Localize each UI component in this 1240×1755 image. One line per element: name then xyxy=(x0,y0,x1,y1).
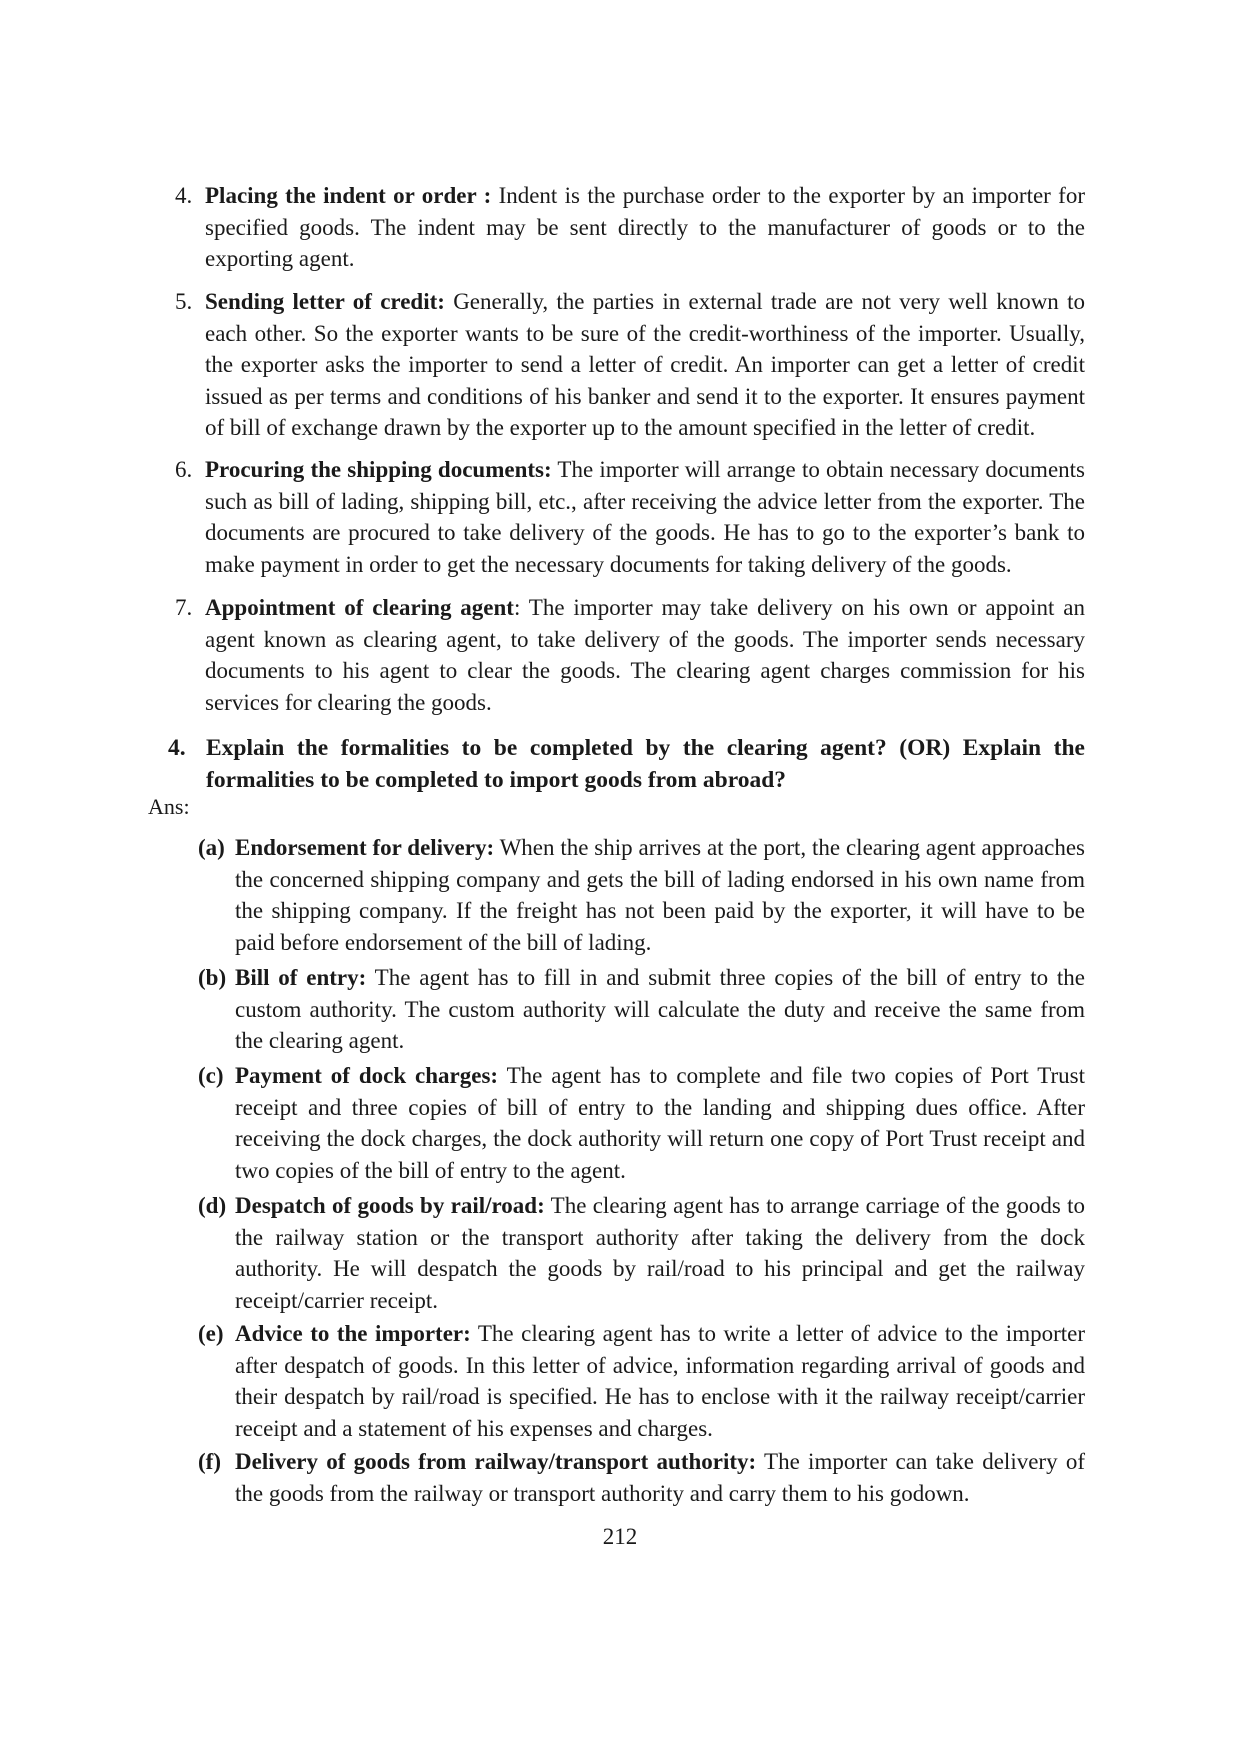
answer-text: The agent has to complete and file two copies of Port Trust receipt and three copies of bill of entry to the landing and shipping dues office. After receiving the dock charges, the dock authority will return one copy of Port Trust receipt and two copies of the bill of entry to the agent. xyxy=(235,1063,1085,1183)
answer-title: Delivery of goods from railway/transport authority: xyxy=(235,1449,757,1474)
answer-item xyxy=(198,1190,1085,1316)
answer-item xyxy=(198,1318,1085,1444)
answer-label: Ans: xyxy=(148,794,190,819)
list-item xyxy=(175,592,1085,718)
item-number: 7. xyxy=(175,595,193,620)
answer-text: When the ship arrives at the port, the clearing agent approaches the concerned shipping company and gets the bill of lading endorsed in his own name from the shipping company. If the freight has not been paid by the exporter, it will have to be paid before endorsement of the bill of lading. xyxy=(235,835,1085,955)
answer-letter: (b) xyxy=(198,965,227,990)
item-text: Indent is the purchase order to the exporter by an importer for specified goods. The indent may be sent directly to the manufacturer of goods or to the exporting agent. xyxy=(205,183,1085,271)
page-number: 212 xyxy=(602,1524,638,1549)
question xyxy=(168,733,1085,796)
question-text: Explain the formalities to be completed by the clearing agent? (OR) Explain the formalities to be completed to import goods from abroad? xyxy=(206,735,1085,793)
answer-title: Payment of dock charges: xyxy=(235,1063,499,1088)
answer-item xyxy=(198,1446,1085,1509)
answer-title: Advice to the importer: xyxy=(235,1321,471,1346)
item-title: Sending letter of credit: xyxy=(205,289,445,314)
answer-letter: (c) xyxy=(198,1063,224,1088)
answer-text: The clearing agent has to write a letter of advice to the importer after despatch of goods. In this letter of advice, information regarding arrival of goods and their despatch by rail/road is specified. He has to enclose with it the railway receipt/carrier receipt and a statement of his expenses and charges. xyxy=(235,1321,1086,1441)
answer-letter: (e) xyxy=(198,1321,224,1346)
answer-text: The clearing agent has to arrange carriage of the goods to the railway station or the transport authority after taking the delivery from the dock authority. He will despatch the goods by rail/road to his principal and get the railway receipt/carrier receipt. xyxy=(235,1193,1085,1313)
answer-text: The agent has to fill in and submit three copies of the bill of entry to the custom authority. The custom authority will calculate the duty and receive the same from the clearing agent. xyxy=(235,965,1085,1053)
answer-title: Endorsement for delivery: xyxy=(235,835,495,860)
item-number: 5. xyxy=(175,289,193,314)
item-title: Placing the indent or order : xyxy=(205,183,492,208)
list-item xyxy=(175,180,1085,275)
item-number: 6. xyxy=(175,457,193,482)
item-text: The importer will arrange to obtain necessary documents such as bill of lading, shipping bill, etc., after receiving the advice letter from the exporter. The documents are procured to take delivery of the goods. He has to go to the exporter’s bank to make payment in order to get the necessary documents for taking delivery of the goods. xyxy=(205,457,1085,577)
answer-letter: (a) xyxy=(198,835,225,860)
answer-item xyxy=(198,832,1085,958)
item-title: Procuring the shipping documents: xyxy=(205,457,552,482)
answer-text: The importer can take delivery of the goods from the railway or transport authority and carry them to his godown. xyxy=(235,1449,1085,1506)
list-item xyxy=(175,454,1085,580)
answer-letter: (d) xyxy=(198,1193,227,1218)
item-text: : The importer may take delivery on his own or appoint an agent known as clearing agent, to take delivery of the goods. The importer sends necessary documents to his agent to clear the goods. The clearing agent charges commission for his services for clearing the goods. xyxy=(205,595,1085,715)
answer-title: Despatch of goods by rail/road: xyxy=(235,1193,545,1218)
answer-item xyxy=(198,962,1085,1057)
answer-item xyxy=(198,1060,1085,1186)
answer-title: Bill of entry: xyxy=(235,965,367,990)
question-number: 4. xyxy=(168,735,186,761)
item-title: Appointment of clearing agent xyxy=(205,595,514,620)
answer-letter: (f) xyxy=(198,1449,221,1474)
item-text: Generally, the parties in external trade are not very well known to each other. So the exporter wants to be sure of the credit-worthiness of the importer. Usually, the exporter asks the importer to send a letter of credit. An importer can get a letter of credit issued as per terms and conditions of his banker and send it to the exporter. It ensures payment of bill of exchange drawn by the exporter up to the amount specified in the letter of credit. xyxy=(205,289,1085,440)
list-item xyxy=(175,286,1085,444)
item-number: 4. xyxy=(175,183,193,208)
